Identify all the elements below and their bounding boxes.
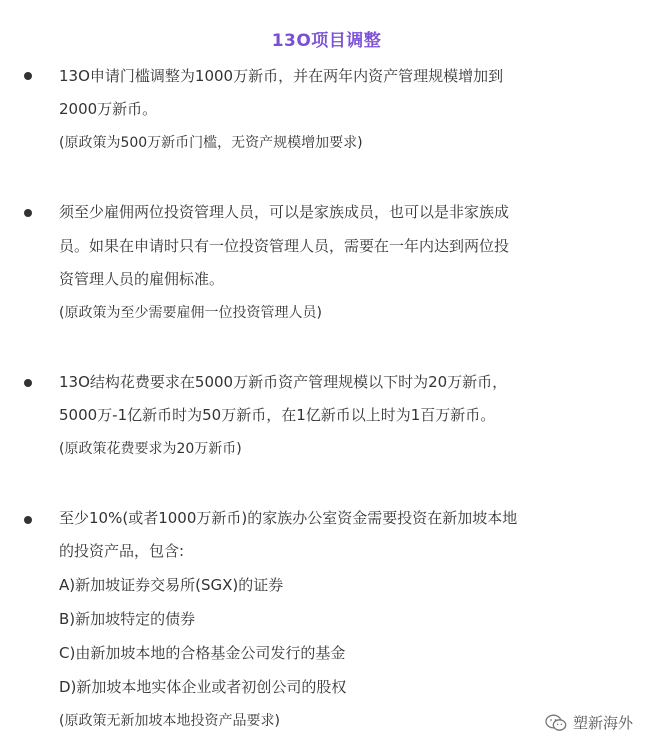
item-line: 资管理人员的雇佣标准。 bbox=[59, 270, 225, 288]
item-line: 2000万新币。 bbox=[59, 100, 158, 118]
item-line: 至少10%(或者1000万新币)的家族办公室资金需要投资在新加坡本地 bbox=[59, 509, 518, 527]
bullet-icon bbox=[24, 209, 32, 217]
item-line: A)新加坡证券交易所(SGX)的证券 bbox=[59, 576, 284, 594]
item-note: (原政策为至少需要雇佣一位投资管理人员) bbox=[59, 305, 322, 321]
item-note: (原政策为500万新币门槛，无资产规模增加要求) bbox=[59, 135, 363, 151]
watermark bbox=[545, 712, 633, 733]
item-line: 员。如果在申请时只有一位投资管理人员，需要在一年内达到两位投 bbox=[59, 237, 510, 255]
bullet-icon bbox=[24, 72, 32, 80]
item-line: D)新加坡本地实体企业或者初创公司的股权 bbox=[59, 678, 347, 696]
item-line: B)新加坡特定的债券 bbox=[59, 610, 196, 628]
item-line: 须至少雇佣两位投资管理人员，可以是家族成员，也可以是非家族成 bbox=[59, 203, 510, 221]
watermark-text: 塑新海外 bbox=[572, 714, 633, 732]
section-title: 13O项目调整 bbox=[271, 31, 382, 51]
item-line: 13O申请门槛调整为1000万新币，并在两年内资产管理规模增加到 bbox=[59, 67, 504, 85]
item-line: C)由新加坡本地的合格基金公司发行的基金 bbox=[59, 644, 346, 662]
item-line: 的投资产品，包含: bbox=[59, 542, 185, 560]
bullet-icon bbox=[24, 379, 32, 387]
item-note: (原政策无新加坡本地投资产品要求) bbox=[59, 713, 280, 729]
item-line: 13O结构花费要求在5000万新币资产管理规模以下时为20万新币， bbox=[59, 373, 508, 391]
wechat-icon bbox=[545, 714, 567, 732]
item-note: (原政策花费要求为20万新币) bbox=[59, 441, 242, 457]
item-line: 5000万-1亿新币时为50万新币，在1亿新币以上时为1百万新币。 bbox=[59, 406, 496, 424]
bullet-icon bbox=[24, 516, 32, 524]
